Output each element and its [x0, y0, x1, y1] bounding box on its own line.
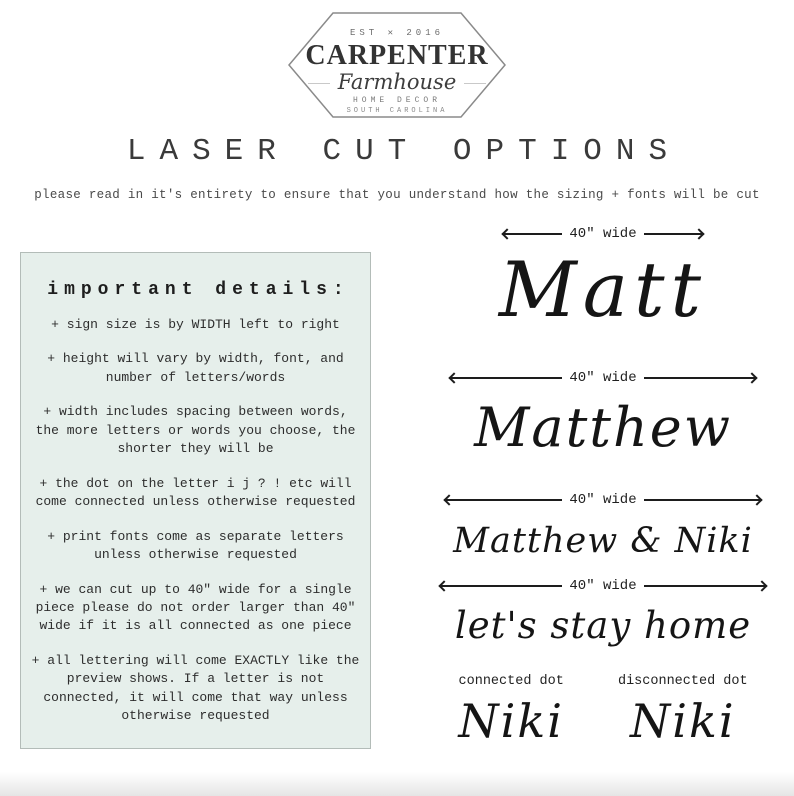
detail-item-dot-connected: + the dot on the letter i j ? ! etc will come connected unless otherwise requested — [35, 475, 356, 510]
logo-established-line: EST ✕ 2016 — [349, 28, 445, 38]
script-sample-matthew-and-niki: Matthew & Niki — [453, 521, 753, 561]
connected-dot-example — [458, 674, 564, 748]
left-arrow-icon — [445, 499, 562, 501]
right-arrow-icon — [644, 585, 766, 587]
dot-comparison — [423, 674, 783, 748]
detail-item-print-fonts: + print fonts come as separate letters unless otherwise requested — [47, 528, 344, 563]
logo-tagline: HOME DECOR — [352, 96, 441, 105]
detail-item-height-vary: + height will vary by width, font, and number of letters/words — [47, 351, 344, 385]
script-sample-matthew: Matthew — [474, 396, 732, 459]
detail-item-exact-preview: + all lettering will come EXACTLY like the preview shows. If a letter is not connected, it will come that way unless otherwise requested — [31, 652, 360, 724]
logo-location: SOUTH CAROLINA — [346, 107, 448, 115]
example-matt — [423, 226, 783, 334]
dimension-label: 40" wide — [569, 492, 637, 508]
details-heading: important details: — [47, 280, 350, 300]
dimension-indicator — [503, 226, 703, 242]
example-matthew — [423, 370, 783, 457]
example-matthew-and-niki — [423, 492, 783, 561]
logo-brand-name: CARPENTER — [305, 40, 489, 71]
dimension-label: 40" wide — [569, 578, 637, 594]
detail-item-width-spacing: + width includes spacing between words, the more letters or words you choose, the shorter they will be — [35, 404, 356, 457]
bottom-gradient-strip — [0, 772, 794, 796]
font-examples-column — [423, 222, 783, 796]
example-lets-stay-home — [423, 578, 783, 647]
left-arrow-icon — [450, 377, 562, 379]
script-sample-lets-stay-home: let's stay home — [454, 604, 752, 647]
left-arrow-icon — [440, 585, 562, 587]
script-sample-matt: Matt — [498, 245, 708, 334]
connected-dot-label: connected dot — [458, 674, 564, 689]
dimension-label: 40" wide — [569, 226, 637, 242]
logo-brand-script: Farmhouse — [287, 70, 507, 94]
right-arrow-icon — [644, 499, 761, 501]
dimension-indicator — [445, 492, 761, 508]
page-subtitle: please read in it's entirety to ensure that you understand how the sizing + fonts will be cut — [34, 188, 760, 202]
right-arrow-icon — [644, 233, 703, 235]
script-sample-niki-disconnected: Niki — [630, 694, 736, 748]
right-arrow-icon — [644, 377, 756, 379]
page-title: LASER CUT OPTIONS — [126, 134, 682, 169]
dimension-indicator — [450, 370, 756, 386]
dimension-label: 40" wide — [569, 370, 637, 386]
brand-logo — [287, 10, 507, 120]
important-details-panel — [20, 252, 371, 749]
dimension-indicator — [440, 578, 766, 594]
left-arrow-icon — [503, 233, 562, 235]
detail-item-max-width: + we can cut up to 40" wide for a single piece please do not order larger than 40" wide if it is all connected as one piece — [35, 581, 356, 634]
detail-item-sign-size: + sign size is by WIDTH left to right — [51, 317, 340, 332]
disconnected-dot-label: disconnected dot — [617, 674, 748, 689]
disconnected-dot-example — [617, 674, 748, 748]
script-sample-niki-connected: Niki — [458, 694, 564, 748]
